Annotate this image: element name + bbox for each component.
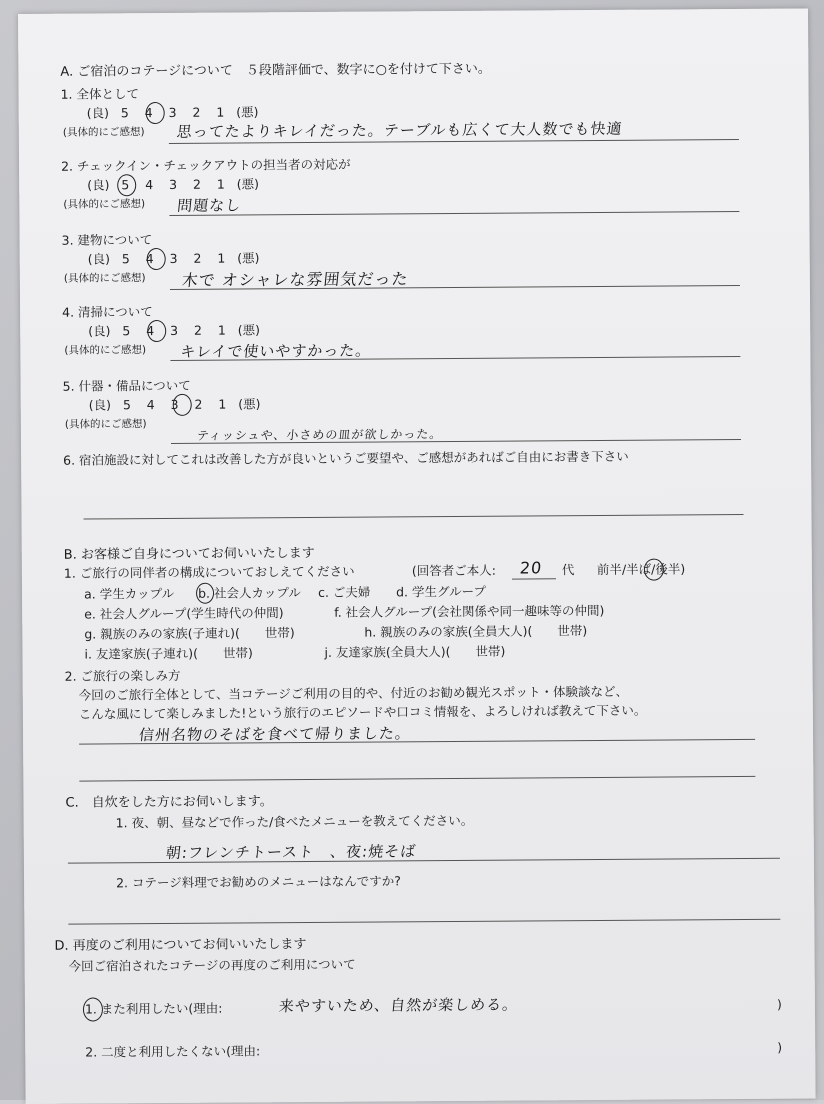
section-a-heading: A. ご宿泊のコテージについて ５段階評価で、数字に○を付けて下さい。 xyxy=(60,61,491,80)
a-q2-title: 2. チェックイン・チェックアウトの担当者の対応が xyxy=(61,156,351,174)
a-q1-comment: 思ってたよりキレイだった。テーブルも広くて大人数でも快適 xyxy=(175,119,624,141)
a-q4-detail-label: (具体的にご感想) xyxy=(64,344,147,357)
b-q2-answer: 信州名物のそばを食べて帰りました。 xyxy=(138,724,412,745)
b-companion-f: f. 社会人グループ(会社関係や同一趣味等の仲間) xyxy=(334,602,605,620)
a-q3-detail-label: (具体的にご感想) xyxy=(63,272,146,285)
a-q4-selection-circle xyxy=(147,320,166,342)
b-companion-a: a. 学生カップル xyxy=(83,585,175,602)
d-option-2: 2. 二度と利用したくない(理由: xyxy=(85,1043,261,1060)
b-companion-b: b. 社会人カップル xyxy=(197,585,301,601)
survey-sheet xyxy=(18,8,816,1103)
a-q1-scale: (良) 5 4 3 2 1 (悪) xyxy=(86,104,259,121)
a-q4-comment: キレイで使いやすかった。 xyxy=(179,341,373,361)
a-q2-scale: (良) 5 4 3 2 1 (悪) xyxy=(87,176,260,193)
b-age-value: 20 xyxy=(518,558,544,578)
b-q2-text1: 今回のご旅行全体として、当コテージご利用の目的や、付近のお勧め観光スポット・体験談など、 xyxy=(78,683,629,703)
a-q2-comment: 問題なし xyxy=(176,196,243,215)
a-q3-selection-circle xyxy=(147,248,166,270)
b-age-options: 前半/半ば/後半) xyxy=(596,561,686,577)
a-q2-detail-label: (具体的にご感想) xyxy=(63,198,146,211)
b-q2-title: 2. ご旅行の楽しみ方 xyxy=(64,667,181,684)
c-q1-answer: 朝:フレンチトースト 、夜:焼そば xyxy=(164,842,418,862)
a-q5-detail-label: (具体的にご感想) xyxy=(64,418,147,431)
a-q6-title: 6. 宿泊施設に対してこれは改善した方が良いというご要望や、ご感想があればご自由にお書き下さい xyxy=(63,448,629,468)
b-companion-d: d. 学生グループ xyxy=(395,583,486,600)
b-companion-i: i. 友達家族(子連れ)( 世帯) xyxy=(84,645,253,662)
a-q4-title: 4. 清掃について xyxy=(62,304,153,320)
a-q6-line xyxy=(84,514,744,520)
d-subheading: 今回ご宿泊されたコテージの再度のご利用について xyxy=(68,956,356,974)
a-q1-title: 1. 全体として xyxy=(60,86,140,102)
d-option-1-answer: 来やすいため、自然が楽しめる。 xyxy=(277,995,520,1016)
b-q1-title: 1. ご旅行の同伴者の構成についておしえてください xyxy=(63,563,355,581)
a-q5-comment: ティッシュや、小さめの皿が欲しかった。 xyxy=(196,427,444,443)
a-q5-title: 5. 什器・備品について xyxy=(62,377,191,394)
b-q2-text2: こんな風にして楽しみました!という旅行のエピソードや口コミ情報を、よろしければ教えて下さい。 xyxy=(78,702,647,722)
b-companion-selection-circle xyxy=(196,583,214,604)
d-option-1-close: ) xyxy=(776,996,782,1012)
section-d-heading: D. 再度のご利用についてお伺いいたします xyxy=(54,937,307,954)
a-q1-detail-label: (具体的にご感想) xyxy=(62,126,145,139)
a-q2-selection-circle xyxy=(117,174,136,196)
a-q1-selection-circle xyxy=(146,102,165,124)
a-q3-comment: 木で オシャレな雰囲気だった xyxy=(180,269,410,290)
a-q4-scale: (良) 5 4 3 2 1 (悪) xyxy=(88,322,261,339)
a-q5-scale: (良) 5 4 3 2 1 (悪) xyxy=(88,396,261,413)
a-q3-scale: (良) 5 4 3 2 1 (悪) xyxy=(87,250,260,267)
a-q3-title: 3. 建物について xyxy=(61,232,153,248)
b-respondent-label: (回答者ご本人: xyxy=(411,562,497,579)
b-companion-h: h. 親族のみの家族(全員大人)( 世帯) xyxy=(364,623,588,640)
b-companion-c: c. ご夫婦 xyxy=(317,584,371,600)
section-b-heading: B. お客様ご自身についてお伺いいたします xyxy=(63,545,315,563)
a-q5-selection-circle xyxy=(173,394,192,416)
c-q1-title: 1. 夜、朝、昼などで作った/食べたメニューを教えてください。 xyxy=(115,812,474,831)
d-option-1-selection-circle xyxy=(83,997,103,1021)
b-q2-line-2 xyxy=(79,776,755,782)
b-companion-e: e. 社会人グループ(学生時代の仲間) xyxy=(84,605,284,622)
b-age-underline xyxy=(512,578,556,579)
b-age-unit: 代 xyxy=(561,562,575,578)
b-companion-j: j. 友達家族(全員大人)( 世帯) xyxy=(324,643,506,660)
d-option-2-close: ) xyxy=(777,1039,783,1055)
c-q2-line xyxy=(68,919,780,925)
b-companion-g: g. 親族のみの家族(子連れ)( 世帯) xyxy=(84,625,295,642)
a-q2-underline xyxy=(169,211,739,216)
d-option-1: 1. また利用したい(理由: xyxy=(84,1000,223,1017)
b-age-selection-circle xyxy=(644,559,664,581)
c-q2-title: 2. コテージ料理でお勧めのメニューはなんですか? xyxy=(116,873,401,891)
section-c-heading: C. 自炊をした方にお伺いします。 xyxy=(65,794,273,811)
